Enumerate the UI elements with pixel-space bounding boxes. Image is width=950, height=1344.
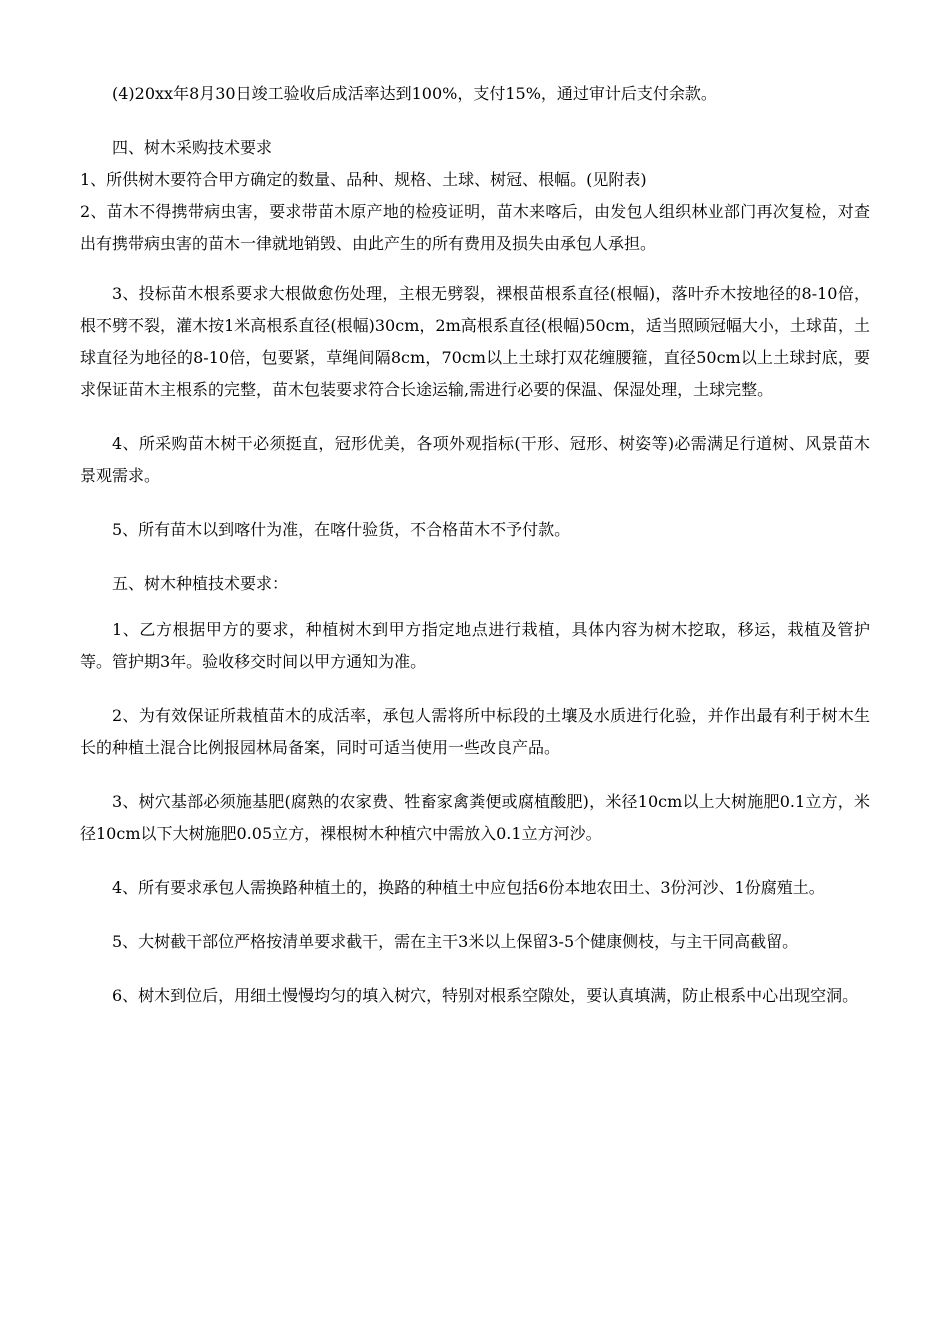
section-heading-planting: 五、树木种植技术要求： bbox=[112, 574, 289, 593]
planting-item-4: 4、所有要求承包人需换路种植土的，换路的种植土中应包括6份本地农田土、3份河沙、1份腐殖土。 bbox=[112, 878, 825, 897]
planting-item-1: 1、乙方根据甲方的要求，种植树木到甲方指定地点进行栽植，具体内容为树木挖取，移运，栽植及管护等。管护期3年。验收移交时间以甲方通知为准。 bbox=[80, 620, 870, 671]
procurement-item-5: 5、所有苗木以到喀什为准，在喀什验货，不合格苗木不予付款。 bbox=[112, 520, 571, 539]
section-heading-procurement: 四、树木采购技术要求 bbox=[112, 138, 273, 157]
procurement-item-1: 1、所供树木要符合甲方确定的数量、品种、规格、土球、树冠、根幅。(见附表) bbox=[80, 170, 647, 189]
planting-item-2: 2、为有效保证所栽植苗木的成活率，承包人需将所中标段的土壤及水质进行化验，并作出最有利于树木生长的种植土混合比例报园林局备案，同时可适当使用一些改良产品。 bbox=[80, 706, 870, 757]
procurement-item-2: 2、苗木不得携带病虫害，要求带苗木原产地的检疫证明，苗木来喀后，由发包人组织林业部门再次复检，对查出有携带病虫害的苗木一律就地销毁、由此产生的所有费用及损失由承包人承担。 bbox=[80, 202, 870, 253]
document-page bbox=[80, 78, 870, 1012]
procurement-item-3: 3、投标苗木根系要求大根做愈伤处理，主根无劈裂，裸根苗根系直径(根幅)，落叶乔木按地径的8-10倍，根不劈不裂，灌木按1米高根系直径(根幅)30cm，2m高根系直径(根幅)50cm，适当照顾冠幅大小，土球苗，土球直径为地径的8-10倍，包要紧，草绳间隔8cm，70cm以上土球打双花缠腰箍，直径50cm以上土球封底，要求保证苗木主根系的完整，苗木包装要求符合长途运输,需进行必要的保温、保湿处理，土球完整。 bbox=[80, 284, 870, 399]
procurement-item-4: 4、所采购苗木树干必须挺直，冠形优美，各项外观指标(干形、冠形、树姿等)必需满足行道树、风景苗木景观需求。 bbox=[80, 434, 870, 485]
payment-item-4: (4)20xx年8月30日竣工验收后成活率达到100%，支付15%，通过审计后支付余款。 bbox=[112, 84, 717, 103]
planting-item-3: 3、树穴基部必须施基肥(腐熟的农家费、牲畜家禽粪便或腐植酸肥)，米径10cm以上大树施肥0.1立方，米径10cm以下大树施肥0.05立方，裸根树木种植穴中需放入0.1立方河沙。 bbox=[80, 792, 870, 843]
planting-item-5: 5、大树截干部位严格按清单要求截干，需在主干3米以上保留3-5个健康侧枝，与主干同高截留。 bbox=[112, 932, 799, 951]
planting-item-6: 6、树木到位后，用细土慢慢均匀的填入树穴，特别对根系空隙处，要认真填满，防止根系中心出现空洞。 bbox=[112, 986, 859, 1005]
